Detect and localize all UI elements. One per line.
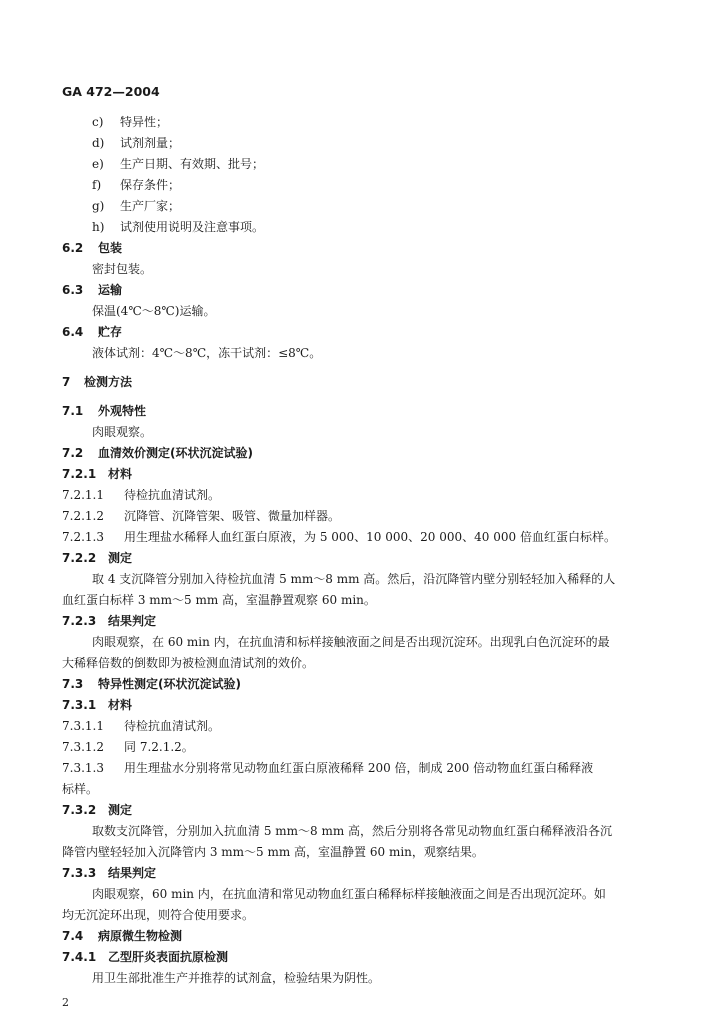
list-text: 特异性；	[120, 115, 169, 129]
section-heading	[62, 613, 156, 629]
clause-text: 用生理盐水分别将常见动物血红蛋白原液稀释 200 倍，制成 200 倍动物血红蛋白稀释液	[124, 761, 594, 775]
section-heading	[62, 282, 122, 298]
section-number: 7.2.3	[62, 614, 97, 628]
list-item	[92, 114, 168, 130]
paragraph: 大稀释倍数的倒数即为被检测血清试剂的效价。	[62, 656, 315, 670]
section-heading	[62, 445, 253, 461]
clause	[62, 487, 220, 503]
paragraph: 均无沉淀环出现，则符合使用要求。	[62, 908, 255, 922]
clause	[62, 529, 616, 545]
list-text: 试剂剂量；	[120, 136, 181, 150]
clause-number: 7.3.1.3	[62, 761, 104, 775]
section-heading	[62, 550, 132, 566]
list-item	[92, 156, 264, 172]
section-number: 6.4	[62, 325, 84, 339]
section-title: 乙型肝炎表面抗原检测	[108, 950, 229, 964]
list-text: 生产厂家；	[120, 199, 181, 213]
paragraph: 液体试剂：4℃～8℃，冻干试剂：≤8℃。	[92, 346, 322, 360]
paragraph: 肉眼观察，在 60 min 内，在抗血清和标样接触液面之间是否出现沉淀环。出现乳白色沉淀环的最	[92, 635, 610, 649]
clause-text: 待检抗血清试剂。	[124, 719, 221, 733]
paragraph: 肉眼观察，60 min 内，在抗血清和常见动物血红蛋白稀释标样接触液面之间是否出现沉淀环。如	[92, 887, 606, 901]
clause	[62, 760, 593, 776]
section-number: 7.2.2	[62, 551, 97, 565]
list-item	[92, 219, 264, 235]
list-marker: d)	[92, 136, 105, 150]
section-title: 结果判定	[108, 866, 157, 880]
document-header: GA 472—2004	[62, 84, 160, 99]
section-title: 贮存	[98, 325, 123, 339]
section-title: 病原微生物检测	[98, 929, 183, 943]
chapter-number: 7	[62, 375, 71, 389]
section-heading	[62, 240, 122, 256]
section-title: 包装	[98, 241, 123, 255]
clause-number: 7.3.1.1	[62, 719, 104, 733]
list-marker: g)	[92, 199, 105, 213]
list-item	[92, 135, 180, 151]
list-item	[92, 177, 180, 193]
paragraph: 血红蛋白标样 3 mm～5 mm 高，室温静置观察 60 min。	[62, 593, 376, 607]
paragraph: 标样。	[62, 782, 99, 796]
clause	[62, 508, 340, 524]
list-marker: f)	[92, 178, 102, 192]
clause-text: 待检抗血清试剂。	[124, 488, 221, 502]
clause-number: 7.3.1.2	[62, 740, 104, 754]
list-marker: c)	[92, 115, 104, 129]
section-title: 血清效价测定(环状沉淀试验)	[98, 446, 253, 460]
section-title: 材料	[108, 698, 133, 712]
section-number: 6.2	[62, 241, 84, 255]
clause	[62, 718, 220, 734]
section-number: 7.1	[62, 404, 84, 418]
section-title: 结果判定	[108, 614, 157, 628]
list-marker: h)	[92, 220, 105, 234]
paragraph: 取数支沉降管，分别加入抗血清 5 mm～8 mm 高，然后分别将各常见动物血红蛋白稀释液沿各沉	[92, 824, 613, 838]
section-number: 7.4	[62, 929, 84, 943]
paragraph: 保温(4℃～8℃)运输。	[92, 304, 216, 318]
paragraph: 用卫生部批准生产并推荐的试剂盒，检验结果为阴性。	[92, 971, 381, 985]
section-heading	[62, 928, 182, 944]
paragraph: 密封包装。	[92, 262, 153, 276]
section-title: 外观特性	[98, 404, 147, 418]
section-title: 测定	[108, 803, 133, 817]
section-title: 运输	[98, 283, 123, 297]
section-number: 7.4.1	[62, 950, 97, 964]
section-number: 7.3	[62, 677, 84, 691]
section-heading	[62, 802, 132, 818]
clause	[62, 739, 194, 755]
list-item	[92, 198, 180, 214]
clause-text: 同 7.2.1.2。	[124, 740, 194, 754]
clause-number: 7.2.1.3	[62, 530, 104, 544]
paragraph: 降管内壁轻轻加入沉降管内 3 mm～5 mm 高，室温静置 60 min，观察结果。	[62, 845, 484, 859]
paragraph: 肉眼观察。	[92, 425, 153, 439]
chapter-title: 检测方法	[84, 375, 133, 389]
section-number: 6.3	[62, 283, 84, 297]
list-text: 试剂使用说明及注意事项。	[120, 220, 265, 234]
clause-text: 用生理盐水稀释人血红蛋白原液，为 5 000、10 000、20 000、40 000 倍血红蛋白标样。	[124, 530, 616, 544]
section-heading	[62, 466, 132, 482]
paragraph: 取 4 支沉降管分别加入待检抗血清 5 mm～8 mm 高。然后，沿沉降管内壁分别轻轻加入稀释的人	[92, 572, 616, 586]
section-number: 7.3.1	[62, 698, 97, 712]
section-title: 特异性测定(环状沉淀试验)	[98, 677, 241, 691]
section-number: 7.3.3	[62, 866, 97, 880]
section-heading	[62, 697, 132, 713]
chapter-heading	[62, 374, 132, 390]
list-marker: e)	[92, 157, 104, 171]
clause-number: 7.2.1.1	[62, 488, 104, 502]
clause-text: 沉降管、沉降管架、吸管、微量加样器。	[124, 509, 341, 523]
section-number: 7.3.2	[62, 803, 97, 817]
section-title: 测定	[108, 551, 133, 565]
section-heading	[62, 403, 146, 419]
list-text: 生产日期、有效期、批号；	[120, 157, 265, 171]
clause-number: 7.2.1.2	[62, 509, 104, 523]
section-heading	[62, 949, 228, 965]
section-number: 7.2.1	[62, 467, 97, 481]
section-heading	[62, 324, 122, 340]
section-title: 材料	[108, 467, 133, 481]
page-number: 2	[62, 996, 69, 1009]
list-text: 保存条件；	[120, 178, 181, 192]
section-number: 7.2	[62, 446, 84, 460]
section-heading	[62, 865, 156, 881]
section-heading	[62, 676, 241, 692]
